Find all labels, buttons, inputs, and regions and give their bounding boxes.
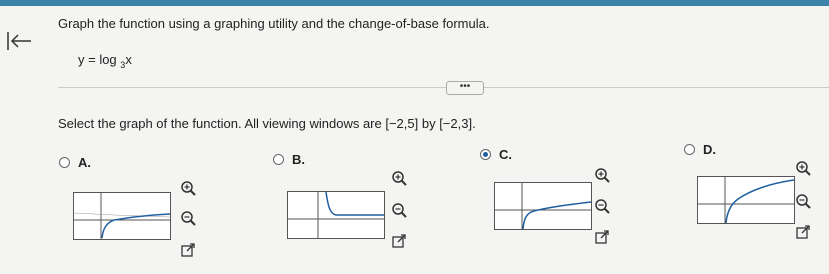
- zoom-out-icon[interactable]: [594, 198, 610, 214]
- option-d-label: D.: [703, 142, 716, 157]
- option-c-radio[interactable]: [480, 149, 491, 160]
- more-button[interactable]: •••: [446, 81, 484, 95]
- option-b-graph: [287, 191, 385, 239]
- zoom-out-icon[interactable]: [391, 202, 407, 218]
- option-b-curve: [326, 192, 384, 215]
- zoom-in-icon[interactable]: [594, 167, 610, 183]
- back-arrow-icon[interactable]: [6, 30, 32, 52]
- zoom-out-icon[interactable]: [180, 210, 196, 226]
- zoom-in-icon[interactable]: [795, 160, 811, 176]
- option-a-label: A.: [78, 155, 91, 170]
- instruction-text: Select the graph of the function. All viewing windows are [−2,5] by [−2,3].: [58, 116, 476, 131]
- option-a-graph: [73, 192, 171, 240]
- option-d-curve: [726, 180, 794, 223]
- function-expression: [78, 52, 132, 70]
- log-base: 3: [120, 60, 126, 70]
- zoom-out-icon[interactable]: [795, 193, 811, 209]
- external-link-icon[interactable]: [594, 229, 610, 245]
- external-link-icon[interactable]: [180, 242, 196, 258]
- zoom-in-icon[interactable]: [180, 180, 196, 196]
- option-a-radio[interactable]: [59, 157, 70, 168]
- log-argument: x: [125, 52, 132, 67]
- option-c-curve: [523, 202, 591, 229]
- function-prefix: y = log: [78, 52, 117, 67]
- zoom-in-icon[interactable]: [391, 170, 407, 186]
- option-b-radio[interactable]: [273, 154, 284, 165]
- section-divider: [58, 87, 829, 88]
- option-d-radio[interactable]: [684, 144, 695, 155]
- external-link-icon[interactable]: [795, 224, 811, 240]
- option-c-graph: [494, 182, 592, 230]
- question-prompt: Graph the function using a graphing utility and the change-of-base formula.: [58, 16, 490, 31]
- option-a-curve: [102, 214, 170, 238]
- option-b-label: B.: [292, 152, 305, 167]
- top-accent-bar: [0, 0, 829, 6]
- option-c-label: C.: [499, 147, 512, 162]
- option-d-graph: [697, 176, 795, 224]
- external-link-icon[interactable]: [391, 233, 407, 249]
